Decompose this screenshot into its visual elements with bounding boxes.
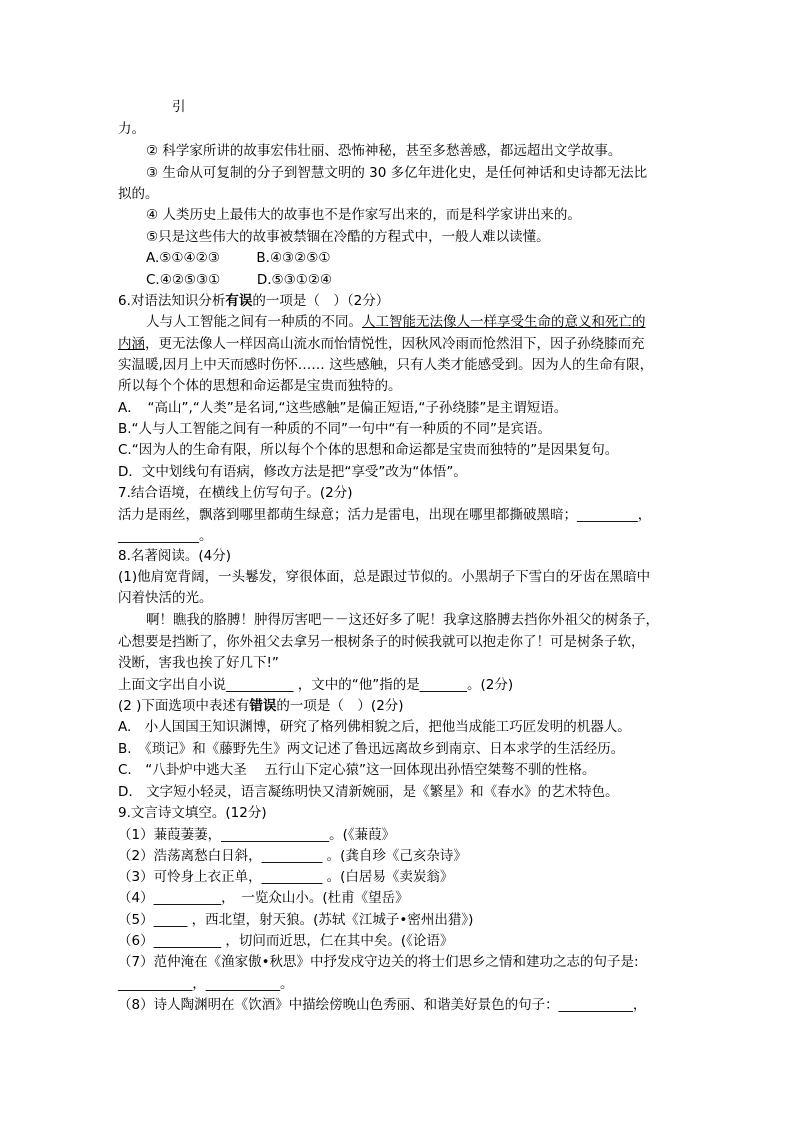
q6-heading: [118, 291, 678, 312]
q6-passage-line-4: 所以每个个体的思想和命运都是宝贵而独特的。: [118, 378, 402, 394]
q8-sub-heading-pre: (2 )下面选项中表述有: [118, 698, 250, 714]
q6-underlined-end: 内涵: [118, 336, 145, 352]
q6-passage-rest: ，更无法像人一样因高山流水而怡情悦性，因秋风冷雨而怆然泪下，因子孙绕膝而充: [145, 336, 645, 352]
q6-option-a: A． “高山”,“人类”是名词,“这些感触”是偏正短语,“子孙绕膝”是主谓短语。: [118, 400, 568, 416]
q9-item-5: （5）_____ ，西北望，射天狼。(苏轼《江城子•密州出猎》): [118, 912, 474, 928]
q9-item-1: （1）蒹葭萋萋，________________。(《蒹葭》: [118, 827, 396, 843]
q8-excerpt-1b: 闪着快活的光。: [118, 590, 213, 606]
q7-prompt-line-2: ____________。: [118, 528, 213, 544]
q6-heading-emphasis: 有误: [225, 293, 253, 309]
q5-option-d: D.⑤③①②④: [256, 272, 333, 288]
q8-excerpt-2b: 心想要是挡断了，你外祖父去拿另一根树条子的时候我就可以抱走你了！可是树条子软，: [118, 634, 645, 650]
q6-passage-plain: 人与人工智能之间有一种质的不同。: [146, 314, 362, 330]
q9-item-7b: ___________，___________。: [118, 976, 294, 992]
q9-item-6: （6）__________ ，切问而近思，仁在其中矣。(《论语》: [118, 933, 454, 949]
q8-excerpt-1a: (1)他肩宽背阔，一头鬈发，穿很体面，总是跟过节似的。小黑胡子下雪白的牙齿在黑暗中: [118, 569, 651, 585]
q9-item-3: （3）可怜身上衣正单，_________ 。(白居易《卖炭翁》: [118, 869, 454, 885]
q6-option-c: C.“因为人的生命有限，所以每个个体的思想和命运都是宝贵而独特的”是因果复句。: [118, 442, 619, 458]
q6-passage-line-1: [146, 312, 706, 333]
q9-item-2: （2）浩荡离愁白日斜，_________ 。(龚自珍《己亥杂诗》: [118, 848, 467, 864]
q6-option-b: B.“人与人工智能之间有一种质的不同”一句中“有一种质的不同”是宾语。: [118, 421, 552, 437]
q6-passage-line-2: [118, 334, 678, 355]
q8-option-a: A. 小人国国王知识渊博，研究了格列佛相貌之后，把他当成能工巧匠发明的机器人。: [118, 719, 631, 735]
q6-option-d: D．文中划线句有语病，修改方法是把“享受”改为“体悟”。: [118, 464, 467, 480]
q6-heading-pre: 6.对语法知识分析: [118, 293, 226, 309]
q5-sentence-4: ④ 人类历史上最伟大的故事也不是作家写出来的，而是科学家讲出来的。: [146, 207, 581, 223]
q6-heading-post: 的一项是（ ）（2分）: [252, 293, 390, 309]
q9-item-8: （8）诗人陶渊明在《饮酒》中描绘傍晚山色秀丽、和谐美好景色的句子：___________，: [118, 997, 647, 1013]
q5-sentence-5: ⑤只是这些伟大的故事被禁锢在冷酷的方程式中，一般人难以读懂。: [146, 229, 550, 245]
q9-heading: 9.文言诗文填空。(12分): [118, 805, 267, 821]
q8-excerpt-2c: 没断，害我也挨了好几下!”: [118, 655, 279, 671]
q8-sub-heading-post: 的一项是（ ）(2分): [276, 698, 404, 714]
q5-option-c: C.④②⑤③①: [146, 272, 221, 288]
q8-option-c: C. “八卦炉中逃大圣 五行山下定心猿”这一回体现出孙悟空桀骜不驯的性格。: [118, 762, 596, 778]
q6-underlined-sentence: 人工智能无法像人一样享受生命的意义和死亡的: [362, 314, 646, 330]
q8-heading: 8.名著阅读。(4分): [118, 548, 232, 564]
q8-sub-heading: [118, 696, 678, 717]
q5-option-b: B.④③②⑤①: [256, 250, 331, 266]
q8-fill-blank: 上面文字出自小说__________ ，文中的“他”指的是_______。(2分): [118, 677, 514, 693]
q6-passage-line-3: 实温暖,因月上中天而感时伤怀…… 这些感触，只有人类才能感受到。因为人的生命有限，: [118, 357, 654, 373]
q5-tail-2: 力。: [118, 121, 145, 137]
q8-option-d: D. 文字短小轻灵，语言凝练明快又清新婉丽，是《繁星》和《春水》的艺术特色。: [118, 784, 619, 800]
q5-options-ab: [146, 248, 706, 269]
q5-sentence-3b: 拟的。: [118, 186, 159, 202]
q5-options-cd: [146, 270, 706, 291]
q5-option-a: A.⑤①④②③: [146, 250, 220, 266]
q5-sentence-3a: ③ 生命从可复制的分子到智慧文明的 30 多亿年进化史，是任何神话和史诗都无法比: [146, 165, 648, 181]
q5-tail-1: 引: [172, 99, 186, 115]
q8-excerpt-2a: 啊！瞧我的胳膊！肿得厉害吧－－这还好多了呢！我拿这胳膊去挡你外祖父的树条子，: [146, 612, 659, 628]
q7-heading: 7.结合语境，在横线上仿写句子。(2分): [118, 485, 353, 501]
q8-option-b: B. 《琐记》和《藤野先生》两文记述了鲁迅远离故乡到南京、日本求学的生活经历。: [118, 741, 625, 757]
q9-item-4: （4）__________， 一览众山小。(杜甫《望岳》: [118, 890, 409, 906]
q9-item-7a: （7）范仲淹在《渔家傲•秋思》中抒发戍守边关的将士们思乡之情和建功之志的句子是:: [118, 954, 639, 970]
q7-prompt-line-1: 活力是雨丝，飘落到哪里都萌生绿意；活力是雷电，出现在哪里都撕破黑暗；_________，: [118, 507, 652, 523]
q8-sub-heading-emphasis: 错误: [249, 698, 277, 714]
q5-sentence-2: ② 科学家所讲的故事宏伟壮丽、恐怖神秘，甚至多愁善感，都远超出文学故事。: [146, 143, 622, 159]
